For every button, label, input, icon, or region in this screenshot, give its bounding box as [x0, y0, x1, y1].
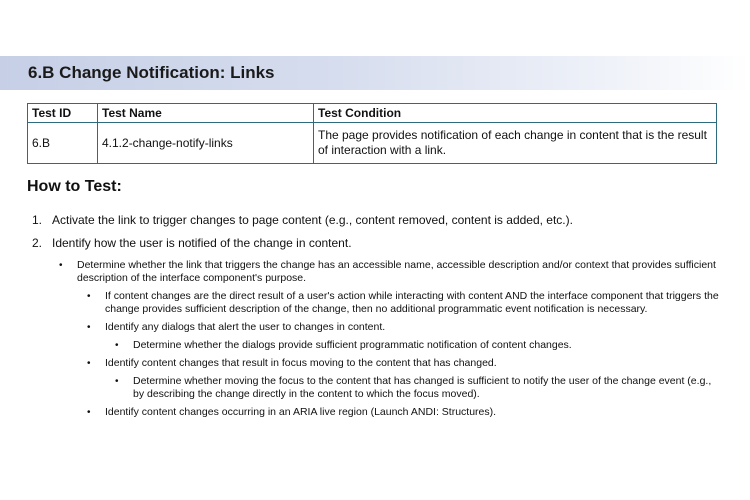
step-text: Identify how the user is notified of the change in content.	[52, 236, 352, 250]
steps-list	[32, 213, 722, 424]
bullet-text: Identify content changes that result in focus moving to the content that has changed.	[105, 357, 497, 369]
list-item	[32, 339, 722, 352]
title-band	[0, 56, 750, 90]
bullet-icon: •	[87, 407, 91, 418]
bullet-icon: •	[87, 291, 91, 302]
list-item	[32, 290, 722, 316]
bullet-text: If content changes are the direct result of a user's action while interacting with content AND the interface component that triggers the change provides sufficient description of the change, then no additional programmatic event notification is necessary.	[105, 290, 719, 315]
table-row	[28, 123, 717, 164]
step-2	[32, 236, 722, 251]
list-item	[32, 259, 722, 285]
list-item	[32, 375, 722, 401]
bullet-text: Determine whether the dialogs provide sufficient programmatic notification of content changes.	[133, 339, 572, 351]
bullet-icon: •	[115, 340, 119, 351]
cell-test-condition: The page provides notification of each change in content that is the result of interaction with a link.	[314, 123, 717, 164]
step-text: Activate the link to trigger changes to page content (e.g., content removed, content is added, etc.).	[52, 213, 573, 227]
step-number: 1.	[32, 213, 43, 227]
list-item	[32, 321, 722, 334]
header-test-condition: Test Condition	[314, 104, 717, 123]
step-1	[32, 213, 722, 228]
header-test-id: Test ID	[28, 104, 98, 123]
bullet-icon: •	[87, 322, 91, 333]
bullet-icon: •	[115, 376, 119, 387]
sub-bullets	[32, 259, 722, 419]
bullet-text: Identify any dialogs that alert the user to changes in content.	[105, 321, 386, 333]
test-table	[27, 103, 717, 164]
page-title: 6.B Change Notification: Links	[28, 63, 275, 82]
cell-test-id: 6.B	[28, 123, 98, 164]
cell-test-name: 4.1.2-change-notify-links	[98, 123, 314, 164]
bullet-text: Determine whether moving the focus to the content that has changed is sufficient to notify the user of the change event (e.g., by describing the change directly in the content to which the focus moved).	[133, 375, 712, 400]
bullet-text: Identify content changes occurring in an ARIA live region (Launch ANDI: Structures).	[105, 406, 497, 418]
list-item	[32, 406, 722, 419]
how-to-test-heading: How to Test:	[27, 178, 122, 195]
bullet-text: Determine whether the link that triggers the change has an accessible name, accessible description and/or context that provides sufficient description of the interface component's purpose.	[77, 259, 716, 284]
list-item	[32, 357, 722, 370]
header-test-name: Test Name	[98, 104, 314, 123]
step-number: 2.	[32, 236, 43, 250]
bullet-icon: •	[59, 260, 63, 271]
bullet-icon: •	[87, 358, 91, 369]
table-header-row	[28, 104, 717, 123]
